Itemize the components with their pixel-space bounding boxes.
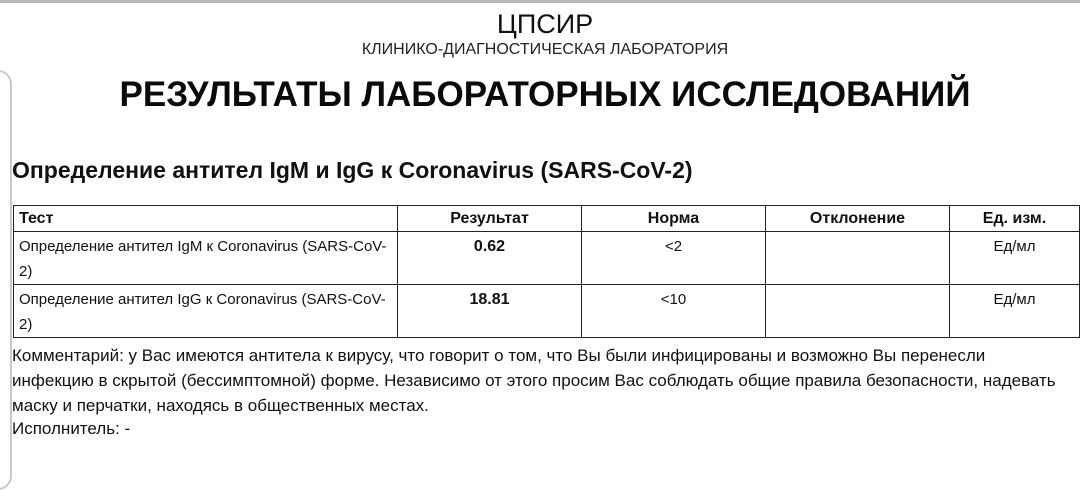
table-row <box>14 232 1080 285</box>
table-header-row <box>14 206 1080 232</box>
report-title: РЕЗУЛЬТАТЫ ЛАБОРАТОРНЫХ ИССЛЕДОВАНИЙ <box>119 75 971 114</box>
column-header-norm: Норма <box>582 206 766 232</box>
result-value-cell: 0.62 <box>398 232 582 285</box>
test-name-cell: Определение антител IgG к Coronavirus (SARS-CoV-2) <box>14 285 398 338</box>
table-row <box>14 285 1080 338</box>
page-edge-frame <box>0 70 12 490</box>
norm-cell: <10 <box>582 285 766 338</box>
column-header-test: Тест <box>14 206 398 232</box>
laboratory-name: КЛИНИКО-ДИАГНОСТИЧЕСКАЯ ЛАБОРАТОРИЯ <box>361 41 729 58</box>
results-table <box>13 205 1080 338</box>
column-header-result: Результат <box>398 206 582 232</box>
deviation-cell <box>766 232 950 285</box>
column-header-unit: Ед. изм. <box>950 206 1080 232</box>
comment-text: Комментарий: у Вас имеются антитела к вирусу, что говорит о том, что Вы были инфицированы и возможно Вы перенесли инфекцию в скрытой (бессимптомной) форме. Независимо от этого просим Вас соблюдать общие правила безопасности, надевать маску и перчатки, находясь в общественных местах. <box>12 346 1056 415</box>
section-title: Определение антител IgM и IgG к Coronavirus (SARS-CoV-2) <box>12 157 693 183</box>
unit-cell: Ед/мл <box>950 232 1080 285</box>
executor-line: Исполнитель: - <box>12 419 131 438</box>
top-divider <box>0 0 1080 3</box>
norm-cell: <2 <box>582 232 766 285</box>
test-name-cell: Определение антител IgM к Coronavirus (SARS-CoV-2) <box>14 232 398 285</box>
column-header-deviation: Отклонение <box>766 206 950 232</box>
result-value-cell: 18.81 <box>398 285 582 338</box>
organization-name: ЦПСИР <box>496 9 594 39</box>
unit-cell: Ед/мл <box>950 285 1080 338</box>
deviation-cell <box>766 285 950 338</box>
